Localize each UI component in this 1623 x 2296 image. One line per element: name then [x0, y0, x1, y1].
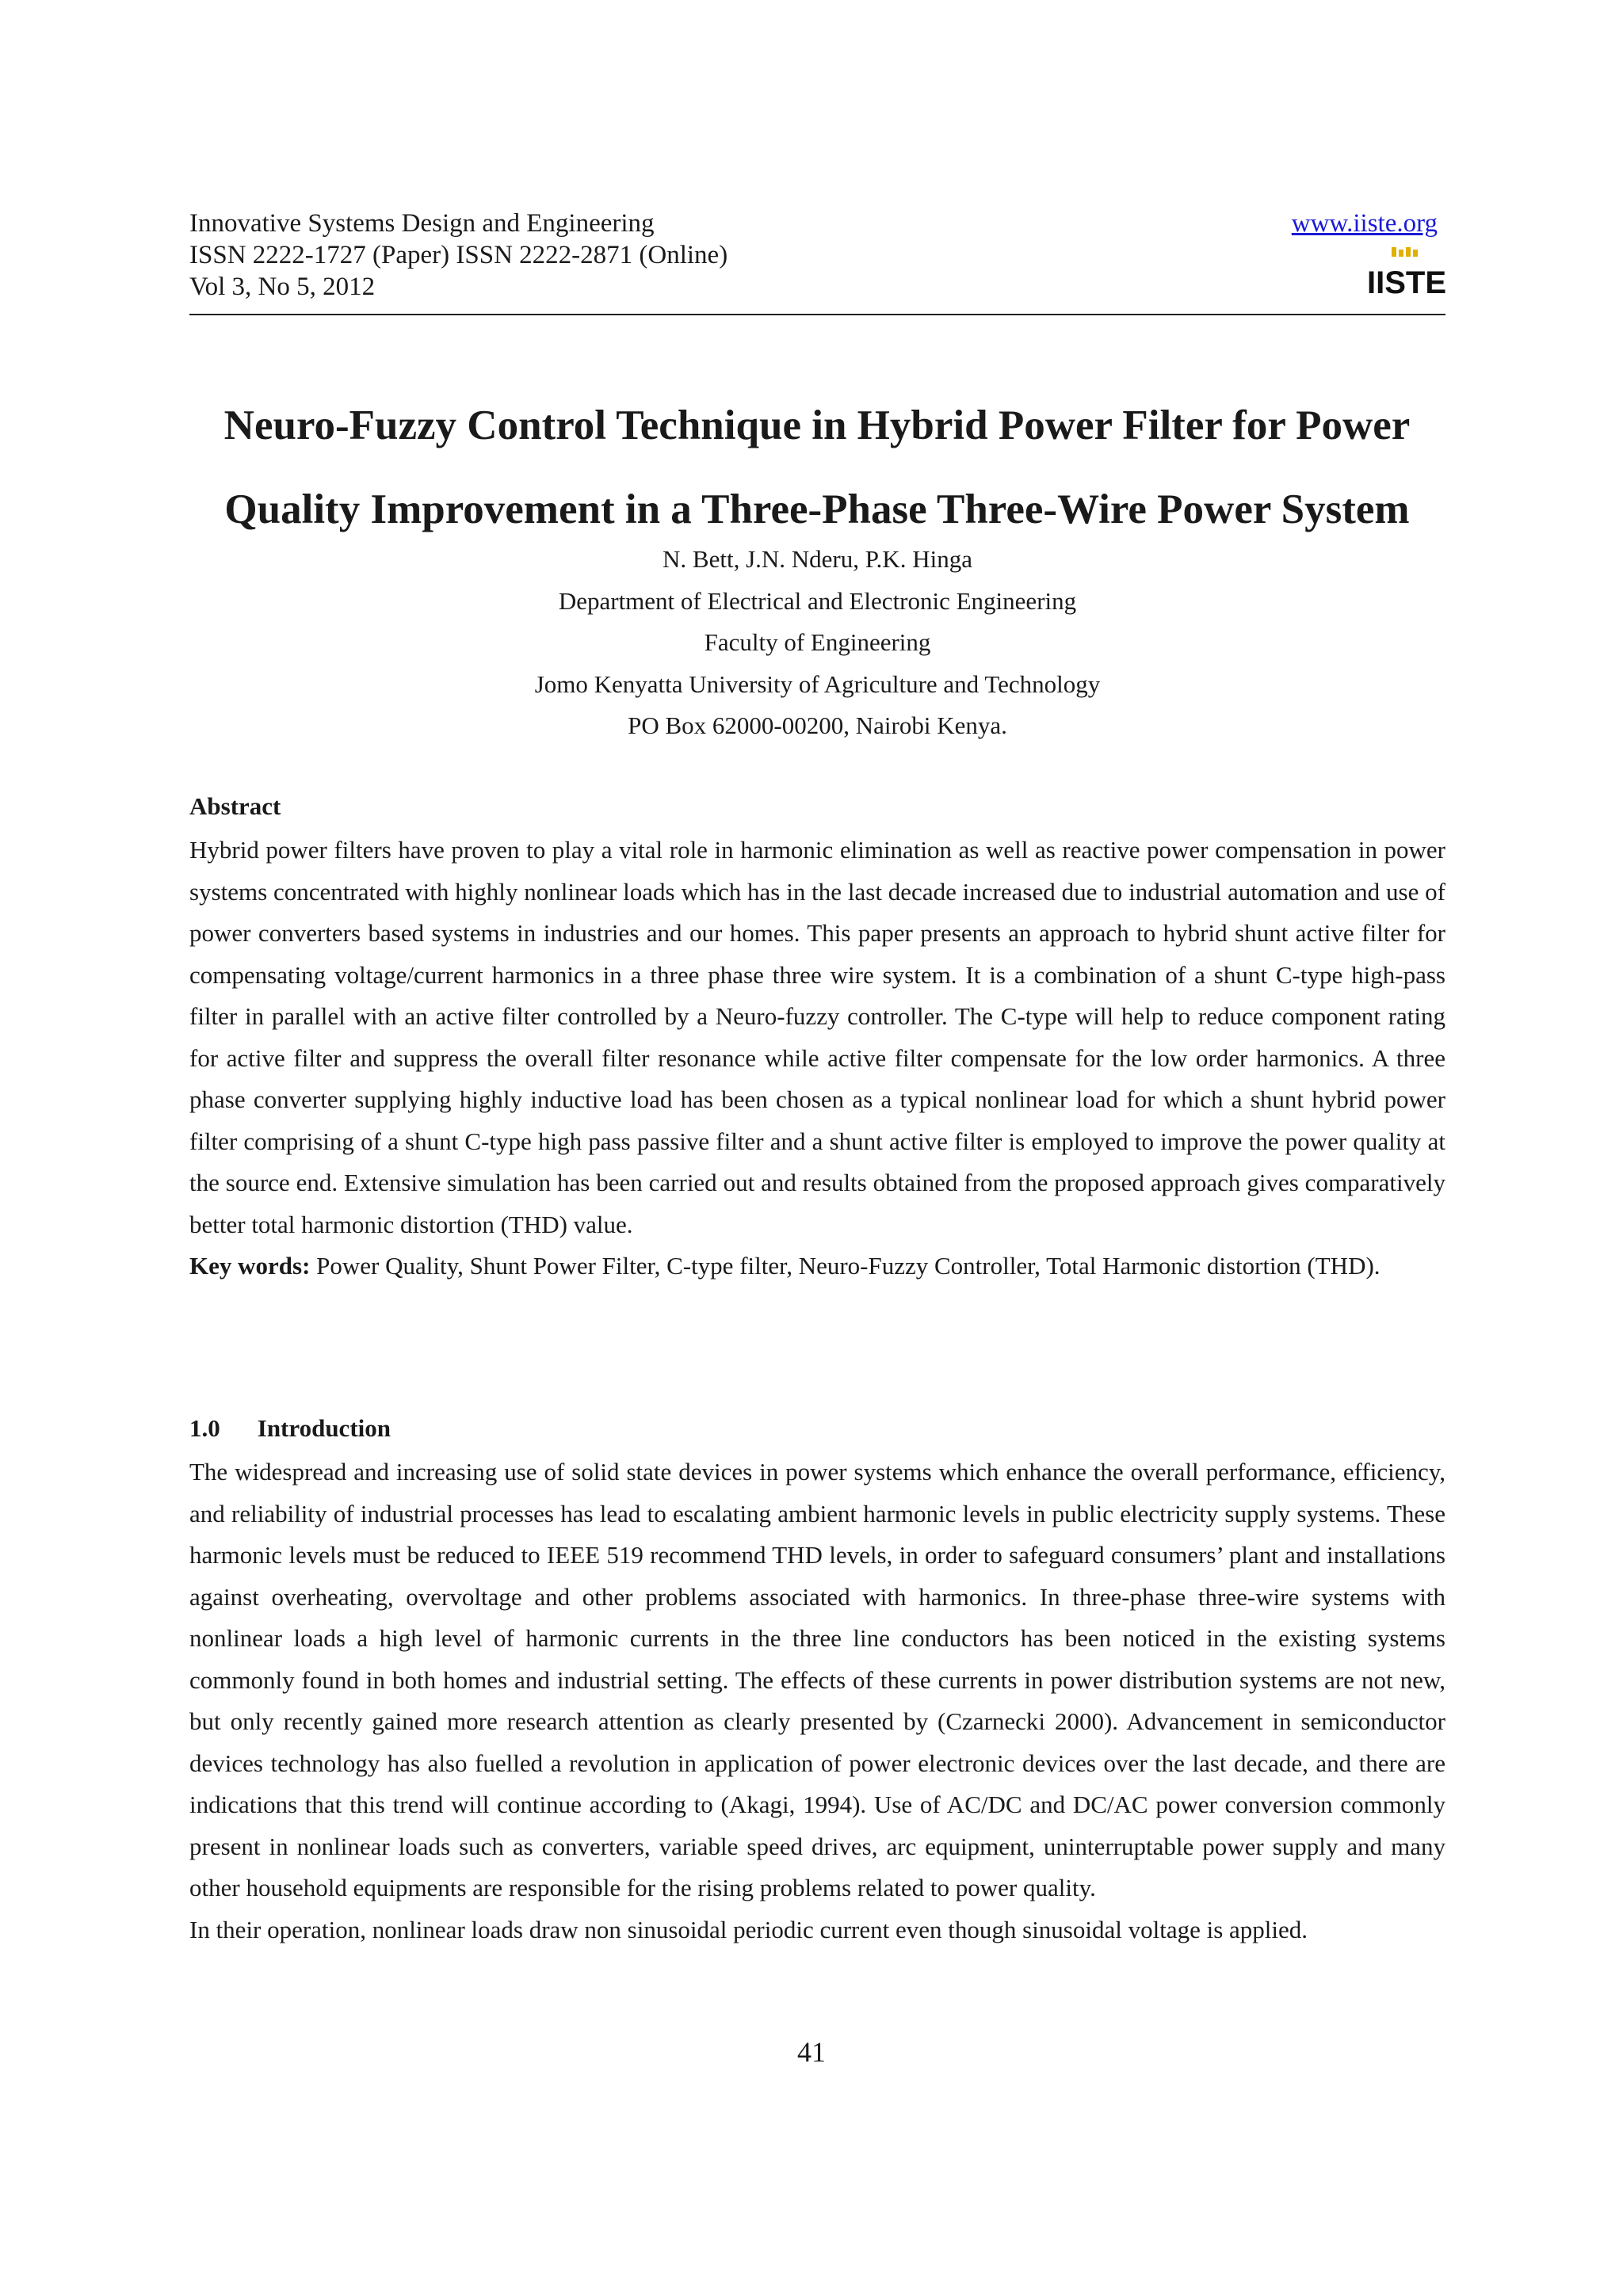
logo-text: IISTE: [1366, 265, 1447, 300]
intro-paragraph-1: The widespread and increasing use of solid state devices in power systems which enhance the overall performance, efficiency, and reliability of industrial processes has lead to escalating ambient harmonic levels in public electricity supply systems. These harmonic levels must be reduced to IEEE 519 recommend THD levels, in order to safeguard consumers’ plant and installations against overheating, overvoltage and other problems associated with harmonics. In three-phase three-wire systems with nonlinear loads a high level of harmonic currents in the three line conductors has been noticed in the existing systems commonly found in both homes and industrial setting. The effects of these currents in power distribution systems are not new, but only recently gained more research attention as clearly presented by (Czarnecki 2000). Advancement in semiconductor devices technology has also fuelled a revolution in application of power electronic devices over the last decade, and there are indications that this trend will continue according to (Akagi, 1994). Use of AC/DC and DC/AC power conversion commonly present in nonlinear loads such as converters, variable speed drives, arc equipment, uninterruptable power supply and many other household equipments are responsible for the rising problems related to power quality.: [189, 1458, 1445, 1901]
author-university: Jomo Kenyatta University of Agriculture and Technology: [534, 669, 1101, 698]
page-header: [189, 208, 1445, 315]
section-number: 1.0: [189, 1414, 220, 1442]
keywords-label: Key words:: [189, 1252, 311, 1280]
abstract-body: [189, 830, 1445, 1287]
author-names: N. Bett, J.N. Nderu, P.K. Hinga: [663, 545, 972, 573]
journal-url-link[interactable]: www.iiste.org: [1291, 209, 1438, 238]
keywords-line: [189, 1245, 1445, 1287]
author-department: Department of Electrical and Electronic Engineering: [558, 586, 1077, 615]
section-title: Introduction: [257, 1414, 391, 1442]
title-line-2: Quality Improvement in a Three-Phase Three-Wire Power System: [224, 486, 1410, 532]
author-address: PO Box 62000-00200, Nairobi Kenya.: [628, 711, 1007, 739]
author-block: [189, 539, 1445, 747]
intro-paragraph-2: In their operation, nonlinear loads draw non sinusoidal periodic current even though sinusoidal voltage is applied.: [189, 1915, 1308, 1943]
page-number: 41: [797, 2036, 826, 2068]
introduction-heading: [189, 1413, 391, 1444]
author-faculty: Faculty of Engineering: [704, 628, 931, 656]
iiste-logo: [1366, 246, 1447, 303]
abstract-heading: Abstract: [189, 792, 281, 820]
keywords-text: Power Quality, Shunt Power Filter, C-type filter, Neuro-Fuzzy Controller, Total Harmonic distortion (THD).: [310, 1252, 1381, 1280]
journal-issn: ISSN 2222-1727 (Paper) ISSN 2222-2871 (Online): [189, 241, 728, 269]
header-rule: [189, 314, 1445, 315]
abstract-text: Hybrid power filters have proven to play a vital role in harmonic elimination as well as reactive power compensation in power systems concentrated with highly nonlinear loads which has in the last decade increased due to industrial automation and use of power converters based systems in industries and our homes. This paper presents an approach to hybrid shunt active filter for compensating voltage/current harmonics in a three phase three wire system. It is a combination of a shunt C-type high-pass filter in parallel with an active filter controlled by a Neuro-fuzzy controller. The C-type will help to reduce component rating for active filter and suppress the overall filter resonance while active filter compensate for the low order harmonics. A three phase converter supplying highly inductive load has been chosen as a typical nonlinear load for which a shunt hybrid power filter comprising of a shunt C-type high pass passive filter and a shunt active filter is employed to improve the power quality at the source end. Extensive simulation has been carried out and results obtained from the proposed approach gives comparatively better total harmonic distortion (THD) value.: [189, 836, 1445, 1238]
introduction-body: [189, 1451, 1445, 1951]
journal-volume: Vol 3, No 5, 2012: [189, 273, 376, 301]
title-line-1: Neuro-Fuzzy Control Technique in Hybrid Power Filter for Power: [223, 402, 1411, 448]
journal-name: Innovative Systems Design and Engineering: [189, 209, 655, 238]
paper-title: [158, 383, 1476, 551]
